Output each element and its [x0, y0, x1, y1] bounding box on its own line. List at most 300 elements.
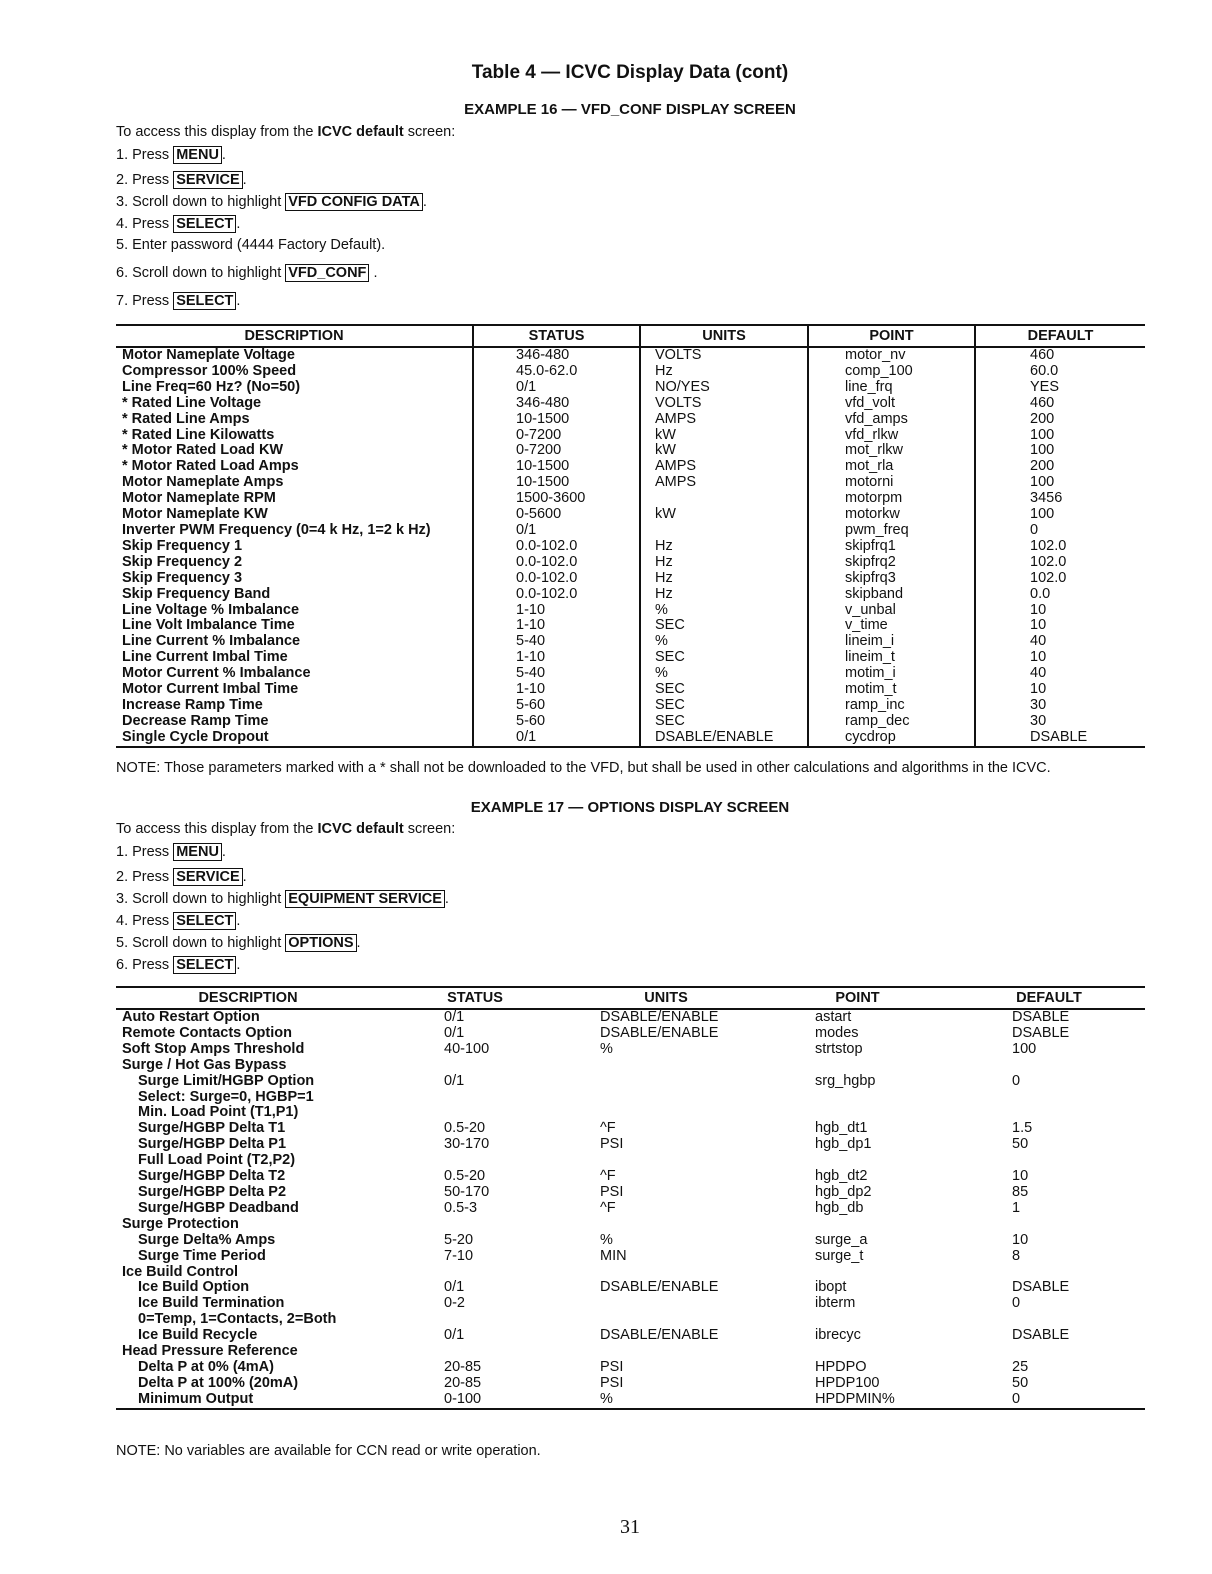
cell-point: line_frq [808, 380, 975, 396]
cell-description: Single Cycle Dropout [116, 730, 473, 747]
cell-units: SEC [640, 698, 808, 714]
cell-units: MIN [600, 1247, 627, 1264]
cell-default [953, 1090, 1145, 1106]
cell-description: Select: Surge=0, HGBP=1 [138, 1088, 314, 1105]
cell-description: Full Load Point (T2,P2) [138, 1152, 296, 1169]
cell-default: 1.5 [1012, 1120, 1033, 1137]
cell-default: 0 [1012, 1072, 1021, 1089]
cell-point: motorkw [808, 507, 975, 523]
cell-description: Line Voltage % Imbalance [116, 603, 473, 619]
cell-description: Ice Build Option [138, 1279, 250, 1296]
cell-description: Surge / Hot Gas Bypass [122, 1056, 287, 1073]
col-header-units: UNITS [640, 325, 808, 347]
table-row [116, 1137, 1145, 1153]
cell-status: 10-1500 [473, 412, 640, 428]
step-item [116, 171, 247, 189]
col-header-description: DESCRIPTION [116, 987, 380, 1009]
step-item [116, 264, 377, 282]
cell-point: lineim_t [808, 650, 975, 666]
step-punct: . [221, 844, 226, 860]
col-header-status: STATUS [380, 987, 570, 1009]
cell-units [570, 1265, 762, 1281]
cell-status: 0.5-20 [444, 1168, 486, 1185]
cell-status [380, 1058, 570, 1074]
cell-default: 102.0 [1030, 553, 1067, 570]
cell-description: Surge Limit/HGBP Option [138, 1072, 315, 1089]
table-row [116, 1058, 1145, 1074]
cell-units: DSABLE/ENABLE [600, 1327, 719, 1344]
table-row [116, 1344, 1145, 1360]
key-label: SELECT [173, 215, 236, 233]
step-text: 5. Enter password (4444 Factory Default). [116, 237, 386, 253]
cell-status: 20-85 [444, 1358, 482, 1375]
step-text: 6. Scroll down to highlight [116, 265, 286, 281]
table-row [116, 443, 1145, 459]
cell-default: 10 [1030, 617, 1047, 634]
cell-description: Line Freq=60 Hz? (No=50) [116, 380, 473, 396]
cell-point: ibterm [815, 1295, 856, 1312]
cell-point: modes [815, 1024, 859, 1041]
cell-default [953, 1217, 1145, 1233]
example16-note: NOTE: Those parameters marked with a * shall not be downloaded to the VFD, but shall be used in other calculations and algorithms in the ICVC. [116, 760, 1051, 776]
cell-units: ^F [600, 1199, 616, 1216]
example17-intro: To access this display from the ICVC default screen: [116, 821, 456, 837]
cell-units: ^F [600, 1120, 616, 1137]
cell-default: 0.0 [1030, 585, 1051, 602]
cell-description: Motor Nameplate KW [116, 507, 473, 523]
step-punct: . [356, 935, 361, 951]
cell-description: Skip Frequency 3 [116, 571, 473, 587]
table-row [116, 634, 1145, 650]
key-label: SELECT [173, 292, 236, 310]
cell-status: 20-85 [444, 1374, 482, 1391]
cell-units: kW [640, 428, 808, 444]
col-header-default: DEFAULT [975, 325, 1145, 347]
cell-description: Motor Current % Imbalance [116, 666, 473, 682]
table-row [116, 1360, 1145, 1376]
cell-units [570, 1058, 762, 1074]
cell-point: surge_a [815, 1231, 868, 1248]
cell-point [762, 1090, 953, 1106]
cell-default: 3456 [1030, 490, 1063, 507]
cell-point: skipfrq1 [808, 539, 975, 555]
step-text: 7. Press [116, 293, 174, 309]
step-item [116, 146, 226, 164]
cell-units: DSABLE/ENABLE [600, 1024, 719, 1041]
cell-status: 346-480 [473, 396, 640, 412]
step-text: 2. Press [116, 172, 174, 188]
table-row [116, 539, 1145, 555]
cell-point [762, 1265, 953, 1281]
cell-default: 0 [953, 1392, 1145, 1409]
cell-default: 460 [1030, 347, 1055, 363]
cell-point: skipfrq2 [808, 555, 975, 571]
cell-description: Decrease Ramp Time [116, 714, 473, 730]
cell-default: 100 [1030, 506, 1055, 523]
cell-point: pwm_freq [808, 523, 975, 539]
table-row [116, 380, 1145, 396]
cell-default [953, 1153, 1145, 1169]
cell-status: 5-60 [473, 714, 640, 730]
cell-units [570, 1312, 762, 1328]
cell-default: 100 [1030, 474, 1055, 491]
cell-point: hgb_dt2 [815, 1168, 868, 1185]
cell-point: hgb_dt1 [815, 1120, 868, 1137]
cell-description: Increase Ramp Time [116, 698, 473, 714]
step-text: 4. Press [116, 216, 174, 232]
step-item [116, 868, 247, 886]
cell-status: 0.5-3 [444, 1199, 478, 1216]
table-row [116, 1153, 1145, 1169]
cell-point: motim_i [808, 666, 975, 682]
cell-status: 0/1 [473, 523, 640, 539]
table-header-row [116, 325, 1145, 347]
cell-units: % [570, 1392, 762, 1409]
cell-status: 1-10 [473, 603, 640, 619]
cell-description: Line Current % Imbalance [116, 634, 473, 650]
table-row [116, 682, 1145, 698]
table-row [116, 1296, 1145, 1312]
cell-point: vfd_volt [808, 396, 975, 412]
cell-default: DSABLE [1012, 1327, 1070, 1344]
step-item [116, 890, 449, 908]
cell-default: DSABLE [1012, 1024, 1070, 1041]
cell-point: ibrecyc [815, 1327, 861, 1344]
table-row [116, 1249, 1145, 1265]
cell-status [380, 1153, 570, 1169]
cell-point: hgb_dp1 [815, 1136, 872, 1153]
step-punct: . [422, 194, 427, 210]
cell-description: 0=Temp, 1=Contacts, 2=Both [138, 1311, 337, 1328]
cell-default: 0 [1012, 1295, 1021, 1312]
table-row [116, 491, 1145, 507]
cell-status: 1-10 [473, 618, 640, 634]
cell-units [570, 1074, 762, 1090]
cell-default: 60.0 [1030, 362, 1059, 379]
step-text: 1. Press [116, 147, 174, 163]
table-row [116, 698, 1145, 714]
cell-status [380, 1105, 570, 1121]
cell-status [380, 1265, 570, 1281]
step-item [116, 292, 240, 310]
cell-units: PSI [600, 1374, 624, 1391]
cell-status: 5-40 [473, 634, 640, 650]
cell-status: 0-7200 [473, 428, 640, 444]
cell-point: mot_rla [808, 459, 975, 475]
cell-default [953, 1058, 1145, 1074]
table-row [116, 1280, 1145, 1296]
cell-description: Minimum Output [116, 1392, 380, 1409]
example16-title: EXAMPLE 16 — VFD_CONF DISPLAY SCREEN [464, 101, 796, 118]
table-header-row [116, 987, 1145, 1009]
step-punct: . [242, 869, 247, 885]
table-row [116, 618, 1145, 634]
step-punct: . [242, 172, 247, 188]
cell-point: hgb_dp2 [815, 1183, 872, 1200]
cell-default: 25 [1012, 1358, 1029, 1375]
table-row [116, 571, 1145, 587]
cell-description: * Rated Line Kilowatts [116, 428, 473, 444]
cell-units: AMPS [640, 475, 808, 491]
cell-units: VOLTS [640, 347, 808, 364]
cell-status: 5-60 [473, 698, 640, 714]
cell-units: kW [640, 507, 808, 523]
table-row [116, 1090, 1145, 1106]
cell-status: 0/1 [444, 1009, 465, 1025]
cell-units: kW [640, 443, 808, 459]
cell-description: Skip Frequency 1 [116, 539, 473, 555]
cell-description: Surge/HGBP Delta P2 [138, 1183, 287, 1200]
cell-point: skipband [808, 587, 975, 603]
cell-default: 8 [1012, 1247, 1021, 1264]
cell-default [953, 1265, 1145, 1281]
table-row [116, 1312, 1145, 1328]
cell-point: HPDPO [815, 1358, 867, 1375]
cell-units: SEC [640, 650, 808, 666]
table-row [116, 1376, 1145, 1392]
table-row [116, 1328, 1145, 1344]
cell-status: 7-10 [444, 1247, 474, 1264]
cell-point: astart [815, 1009, 852, 1025]
cell-description: Min. Load Point (T1,P1) [138, 1104, 299, 1121]
step-text: 6. Press [116, 957, 174, 973]
cell-status: 0-7200 [473, 443, 640, 459]
cell-default: 1 [1012, 1199, 1021, 1216]
step-item [116, 215, 240, 233]
step-item [116, 956, 240, 974]
table-row [116, 1169, 1145, 1185]
key-label: SELECT [173, 912, 236, 930]
cell-status: 45.0-62.0 [473, 364, 640, 380]
cell-default: 460 [1030, 394, 1055, 411]
cell-units: Hz [640, 539, 808, 555]
cell-description: Surge Time Period [138, 1247, 266, 1264]
cell-units: % [600, 1040, 613, 1057]
table-row [116, 412, 1145, 428]
cell-status: 1500-3600 [473, 491, 640, 507]
cell-units: AMPS [640, 459, 808, 475]
cell-status: 0/1 [473, 380, 640, 396]
cell-units: SEC [640, 682, 808, 698]
cell-units: ^F [600, 1168, 616, 1185]
cell-units: Hz [640, 587, 808, 603]
cell-description: Delta P at 100% (20mA) [138, 1374, 299, 1391]
col-header-description: DESCRIPTION [116, 325, 473, 347]
cell-point: vfd_amps [808, 412, 975, 428]
cell-units: DSABLE/ENABLE [600, 1009, 719, 1025]
cell-status: 5-40 [473, 666, 640, 682]
vfd-conf-table [116, 324, 1145, 748]
cell-point [762, 1217, 953, 1233]
cell-point: motim_t [808, 682, 975, 698]
cell-status: 30-170 [444, 1136, 490, 1153]
cell-units: VOLTS [640, 396, 808, 412]
table-row [116, 730, 1145, 747]
cell-status [380, 1312, 570, 1328]
cell-units: % [600, 1231, 613, 1248]
key-label: MENU [173, 146, 222, 164]
step-punct: . [236, 293, 241, 309]
cell-units [570, 1153, 762, 1169]
cell-point: motor_nv [808, 347, 975, 364]
cell-description: Motor Nameplate Voltage [116, 347, 473, 364]
table-row [116, 1265, 1145, 1281]
table-row [116, 1233, 1145, 1249]
cell-description: Soft Stop Amps Threshold [122, 1040, 305, 1057]
step-item [116, 934, 361, 952]
cell-point: lineim_i [808, 634, 975, 650]
cell-status: 0/1 [444, 1327, 465, 1344]
table-row [116, 603, 1145, 619]
step-punct: . [236, 216, 241, 232]
cell-point [762, 1105, 953, 1121]
cell-point: HPDP100 [815, 1374, 880, 1391]
cell-status: 0-5600 [473, 507, 640, 523]
step-punct: . [444, 891, 449, 907]
cell-description: Motor Nameplate RPM [116, 491, 473, 507]
cell-units: SEC [640, 714, 808, 730]
cell-description: Line Current Imbal Time [116, 650, 473, 666]
col-header-point: POINT [762, 987, 953, 1009]
key-label: VFD_CONF [285, 264, 369, 282]
step-text: 4. Press [116, 913, 174, 929]
cell-default: 10 [1030, 681, 1047, 698]
col-header-status: STATUS [473, 325, 640, 347]
cell-status: 0.5-20 [444, 1120, 486, 1137]
cell-description: * Motor Rated Load KW [116, 443, 473, 459]
cell-units: Hz [640, 555, 808, 571]
table-row [116, 1185, 1145, 1201]
table-row [116, 714, 1145, 730]
cell-default: DSABLE [1012, 1009, 1070, 1025]
table-row [116, 1392, 1145, 1409]
cell-units: DSABLE/ENABLE [600, 1279, 719, 1296]
cell-description: Line Volt Imbalance Time [116, 618, 473, 634]
table-row [116, 1026, 1145, 1042]
cell-status [380, 1344, 570, 1360]
cell-status: 0.0-102.0 [473, 555, 640, 571]
table-row [116, 1105, 1145, 1121]
step-text: 3. Scroll down to highlight [116, 891, 286, 907]
cell-status: 50-170 [444, 1183, 490, 1200]
step-punct: . [236, 913, 241, 929]
step-item [116, 193, 427, 211]
key-label: SERVICE [173, 868, 242, 886]
cell-status: 0/1 [473, 730, 640, 747]
cell-units [570, 1090, 762, 1106]
cell-status: 0/1 [444, 1279, 465, 1296]
cell-description: Surge Protection [122, 1215, 239, 1232]
cell-default: 40 [1030, 633, 1047, 650]
cell-point: v_unbal [808, 603, 975, 619]
cell-default [953, 1105, 1145, 1121]
cell-units: Hz [640, 364, 808, 380]
cell-default: 30 [1030, 712, 1047, 729]
cell-default: 100 [1030, 442, 1055, 459]
step-item [116, 912, 240, 930]
cell-units: PSI [600, 1358, 624, 1375]
cell-units [640, 491, 808, 507]
cell-point: cycdrop [808, 730, 975, 747]
cell-status: 0/1 [444, 1072, 465, 1089]
cell-point: strtstop [815, 1040, 863, 1057]
cell-description: Auto Restart Option [122, 1009, 260, 1025]
cell-description: Motor Current Imbal Time [116, 682, 473, 698]
step-text: 2. Press [116, 869, 174, 885]
cell-status: 346-480 [473, 347, 640, 364]
cell-default: 10 [1012, 1168, 1029, 1185]
cell-units: SEC [640, 618, 808, 634]
cell-description: Skip Frequency Band [116, 587, 473, 603]
cell-default: 102.0 [1030, 569, 1067, 586]
cell-units: PSI [600, 1183, 624, 1200]
cell-units [640, 523, 808, 539]
cell-status: 1-10 [473, 650, 640, 666]
cell-point: srg_hgbp [815, 1072, 876, 1089]
cell-point: surge_t [815, 1247, 864, 1264]
cell-units: DSABLE/ENABLE [640, 730, 808, 747]
table-row [116, 523, 1145, 539]
page-title: Table 4 — ICVC Display Data (cont) [471, 62, 789, 83]
key-label: OPTIONS [285, 934, 356, 952]
table-row [116, 507, 1145, 523]
table-row [116, 475, 1145, 491]
table-row [116, 1217, 1145, 1233]
table-row [116, 555, 1145, 571]
example17-title: EXAMPLE 17 — OPTIONS DISPLAY SCREEN [470, 799, 790, 816]
cell-status: 10-1500 [473, 475, 640, 491]
cell-point [762, 1058, 953, 1074]
cell-point: v_time [808, 618, 975, 634]
step-text: 5. Scroll down to highlight [116, 935, 286, 951]
cell-default: 10 [1030, 601, 1047, 618]
cell-default: 85 [1012, 1183, 1029, 1200]
table-row [116, 428, 1145, 444]
col-header-point: POINT [808, 325, 975, 347]
cell-description: Delta P at 0% (4mA) [138, 1358, 274, 1375]
cell-description: Surge/HGBP Delta T1 [138, 1120, 286, 1137]
step-punct: . [236, 957, 241, 973]
cell-default: DSABLE [1012, 1279, 1070, 1296]
cell-point: ibopt [815, 1279, 847, 1296]
cell-default: YES [1030, 378, 1060, 395]
key-label: SELECT [173, 956, 236, 974]
cell-default: 30 [1030, 696, 1047, 713]
table-row [116, 666, 1145, 682]
table-row [116, 650, 1145, 666]
key-label: MENU [173, 843, 222, 861]
cell-point: ramp_inc [808, 698, 975, 714]
table-row [116, 364, 1145, 380]
cell-default: 200 [1030, 410, 1055, 427]
cell-default: 50 [1012, 1136, 1029, 1153]
step-punct: . [221, 147, 226, 163]
table-row [116, 396, 1145, 412]
cell-status: 0.0-102.0 [473, 539, 640, 555]
cell-point: mot_rlkw [808, 443, 975, 459]
step-text: 3. Scroll down to highlight [116, 194, 286, 210]
table-row [116, 1042, 1145, 1058]
table-row [116, 459, 1145, 475]
cell-description: Surge/HGBP Deadband [138, 1199, 299, 1216]
step-item [116, 237, 385, 253]
key-label: EQUIPMENT SERVICE [285, 890, 445, 908]
cell-description: Surge/HGBP Delta P1 [138, 1136, 287, 1153]
cell-point: skipfrq3 [808, 571, 975, 587]
cell-status: 0/1 [444, 1024, 465, 1041]
step-text: 1. Press [116, 844, 174, 860]
cell-description: Ice Build Control [122, 1263, 238, 1280]
